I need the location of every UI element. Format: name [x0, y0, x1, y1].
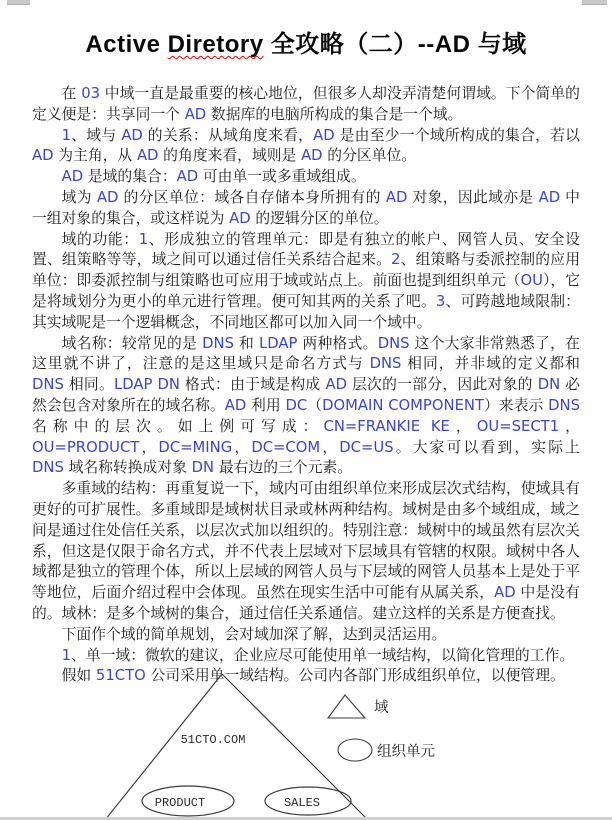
domain-structure-diagram: [0, 660, 612, 820]
legend-domain-label: 域: [374, 700, 389, 716]
page-margin-marker-left: [7, 0, 30, 5]
paragraph-multi-domain: 多重域的结构：再重复说一下，域内可由组织单位来形成层次式结构，使域具有更好的可扩展性。多重域即是域树状目录或林两种结构。域树是由多个域组成，域之间是通过住处信任关系，以层次式加以组织的。特别注意：域树中的域虽然有层次关系，但这是仅限于命名方式，并不代表上层域对下层域具有管辖的权限。域树中各人域都是独立的管理个体，所以上层域的网管人员与下层域的网管人员基本上是处于平等地位，后面介绍过程中会体现。虽然在现实生活中可能有从属关系，AD 中是没有的。域林：是多个域树的集合，通过信任关系通信。建立这样的关系是方便查找。: [32, 480, 580, 622]
paragraph-domain-functions: 域的功能：1、形成独立的管理单元：即是有独立的帐户、网管人员、安全设置、组策略等等，域之间可以通过信任关系结合起来。2、组策略与委派控制的应用单位：即委派控制与组策略也可应用于域或站点上。前面也提到组织单元（OU），它是将域划分为更小的单元进行管理。便可知其两的关系了吧。3、可跨越地域限制：其实域呢是一个逻辑概念，不同地区都可以加入同一个域中。: [32, 230, 580, 331]
article-body: [32, 84, 580, 687]
paragraph-domain-ad: 1、域与 AD 的关系：从域角度来看，AD 是由至少一个域所构成的集合，若以 AD 为主角，从 AD 的角度来看，域则是 AD 的分区单位。: [32, 126, 580, 165]
title-part-2: 全攻略（二）--AD 与域: [263, 31, 527, 59]
paragraph-ad-collection: AD 是域的集合：AD 可由单一或多重域组成。: [61, 168, 366, 186]
domain-triangle-shape: [105, 674, 368, 820]
page-margin-marker-right: [582, 0, 607, 5]
paragraph-intro: 在 03 中域一直是最重要的核心地位，但很多人却没弄清楚何谓域。下个简单的定义便是：共享同一个 AD 数据库的电脑所构成的集合是一个域。: [32, 85, 580, 123]
title-misspelled-word: Diretory: [167, 31, 264, 59]
paragraph-planning-intro: 下面作个域的简单规划，会对域加深了解，达到灵活运用。: [61, 625, 447, 643]
ou-sales-label: SALES: [283, 796, 321, 810]
legend-domain-triangle-icon: [328, 695, 365, 718]
domain-name-label: 51CTO.COM: [180, 733, 246, 747]
paragraph-51cto-example: 假如 51CTO 公司采用单一域结构。公司内各部门形成组织单位，以便管理。: [61, 667, 565, 685]
page-title: [0, 24, 612, 59]
paragraph-partition-unit: 域为 AD 的分区单位：域各自存储本身所拥有的 AD 对象，因此域亦是 AD 中一组对象的集合，或这样说为 AD 的逻辑分区的单位。: [32, 188, 580, 227]
paragraph-single-domain: 1、单一域：微软的建议，企业应尽可能使用单一域结构，以简化管理的工作。: [61, 646, 575, 664]
legend-ou-ellipse-icon: [338, 739, 372, 761]
legend-ou-label: 组织单元: [377, 744, 435, 760]
ou-product-label: PRODUCT: [154, 796, 206, 810]
paragraph-domain-names: 域名称：较常见的是 DNS 和 LDAP 两种格式。DNS 这个大家非常熟悉了，在这里就不讲了，注意的是这里域只是命名方式与 DNS 相同，并非域的定义都和 DNS 相同。LDAP DN 格式：由于域是构成 AD 层次的一部分，因此对象的 DN 必然会包含对象所在的域名称。AD 利用 DC（DOMAIN COMPONENT）来表示 DNS 名称中的层次。如上例可写成：CN=FRANKIE KE，OU=SECT1，OU=PRODUCT，DC=MING，DC=COM，DC=US。大家可以看到，实际上 DNS 域名称转换成对象 DN 最右边的三个元素。: [32, 334, 580, 477]
title-part-1: Active: [85, 31, 168, 59]
